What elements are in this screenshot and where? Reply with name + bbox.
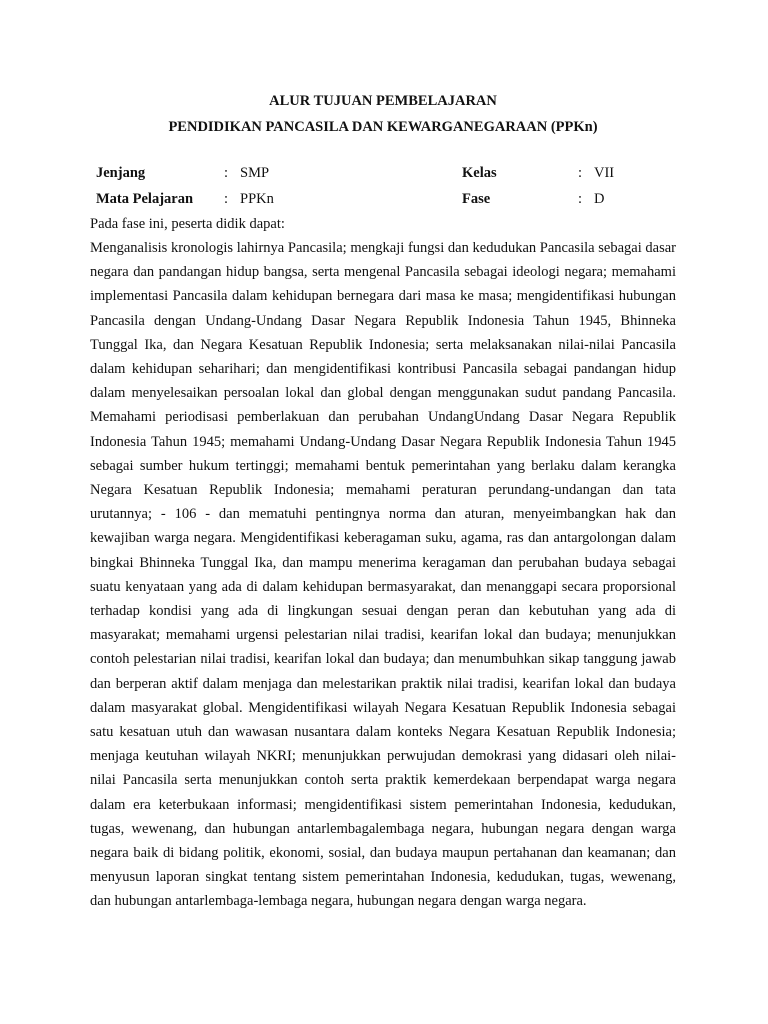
meta-table (90, 160, 676, 212)
meta-colon: : (578, 165, 583, 181)
meta-value-jenjang: SMP (240, 165, 270, 181)
body-paragraph: Menganalisis kronologis lahirnya Pancasila; mengkaji fungsi dan kedudukan Pancasila sebagai dasar negara dan pandangan hidup bangsa, serta mengenal Pancasila sebagai ideologi negara; memahami implementasi Pancasila dalam kehidupan bernegara dari masa ke masa; mengidentifikasi hubungan Pancasila dengan Undang-Undang Dasar Negara Republik Indonesia Tahun 1945, Bhinneka Tunggal Ika, dan Negara Kesatuan Republik Indonesia; serta melaksanakan nilai-nilai Pancasila dalam kehidupan seharihari; dan mengidentifikasi kontribusi Pancasila sebagai pandangan hidup dalam menyelesaikan persoalan lokal dan global dengan menggunakan sudut pandang Pancasila. Memahami periodisasi pemberlakuan dan perubahan UndangUndang Dasar Negara Republik Indonesia Tahun 1945; memahami Undang-Undang Dasar Negara Republik Indonesia Tahun 1945 sebagai sumber hukum tertinggi; memahami bentuk pemerintahan yang berlaku dalam kerangka Negara Kesatuan Republik Indonesia; memahami peraturan perundang-undangan dan tata urutannya; - 106 - dan mematuhi pentingnya norma dan aturan, menyeimbangkan hak dan kewajiban warga negara. Mengidentifikasi keberagaman suku, agama, ras dan antargolongan dalam bingkai Bhinneka Tunggal Ika, dan mampu menerima keragaman dan perubahan budaya sebagai suatu kenyataan yang ada di dalam kehidupan bermasyarakat, dan menanggapi secara proporsional terhadap kondisi yang ada di lingkungan sesuai dengan peran dan kebutuhan yang ada di masyarakat; memahami urgensi pelestarian nilai tradisi, kearifan lokal dan budaya; menunjukkan contoh pelestarian nilai tradisi, kearifan lokal dan budaya; dan menumbuhkan sikap tanggung jawab dan berperan aktif dalam menjaga dan melestarikan praktik nilai tradisi, kearifan lokal dan budaya dalam masyarakat global. Mengidentifikasi wilayah Negara Kesatuan Republik Indonesia sebagai satu kesatuan utuh dan wawasan nusantara dalam konteks Negara Kesatuan Republik Indonesia; menjaga keutuhan wilayah NKRI; menunjukkan perwujudan demokrasi yang didasari oleh nilai-nilai Pancasila serta menunjukkan contoh serta praktik kemerdekaan berpendapat warga negara dalam era keterbukaan informasi; mengidentifikasi sistem pemerintahan Indonesia, kedudukan, tugas, wewenang, dan hubungan antarlembagalembaga negara, hubungan negara dengan warga negara baik di bidang politik, ekonomi, sosial, dan budaya maupun pertahanan dan keamanan; dan menyusun laporan singkat tentang sistem pemerintahan Indonesia, kedudukan, tugas, wewenang, dan hubungan antarlembaga-lembaga negara, hubungan negara dengan warga negara. (90, 240, 676, 910)
meta-value-mapel: PPKn (240, 191, 274, 207)
document-title: ALUR TUJUAN PEMBELAJARAN (269, 93, 497, 109)
meta-label-jenjang: Jenjang (96, 165, 146, 181)
meta-colon: : (224, 191, 229, 207)
intro-text: Pada fase ini, peserta didik dapat: (90, 216, 285, 232)
meta-label-mapel: Mata Pelajaran (96, 191, 194, 207)
meta-value-fase: D (594, 191, 605, 207)
meta-colon: : (224, 165, 229, 181)
meta-value-kelas: VII (594, 165, 615, 181)
meta-row-jenjang (90, 160, 676, 186)
document-subtitle: PENDIDIKAN PANCASILA DAN KEWARGANEGARAAN (PPKn) (168, 119, 598, 135)
meta-label-fase: Fase (462, 191, 491, 207)
meta-colon: : (578, 191, 583, 207)
meta-label-kelas: Kelas (462, 165, 497, 181)
meta-row-mapel (90, 186, 676, 212)
document-page (90, 88, 676, 914)
